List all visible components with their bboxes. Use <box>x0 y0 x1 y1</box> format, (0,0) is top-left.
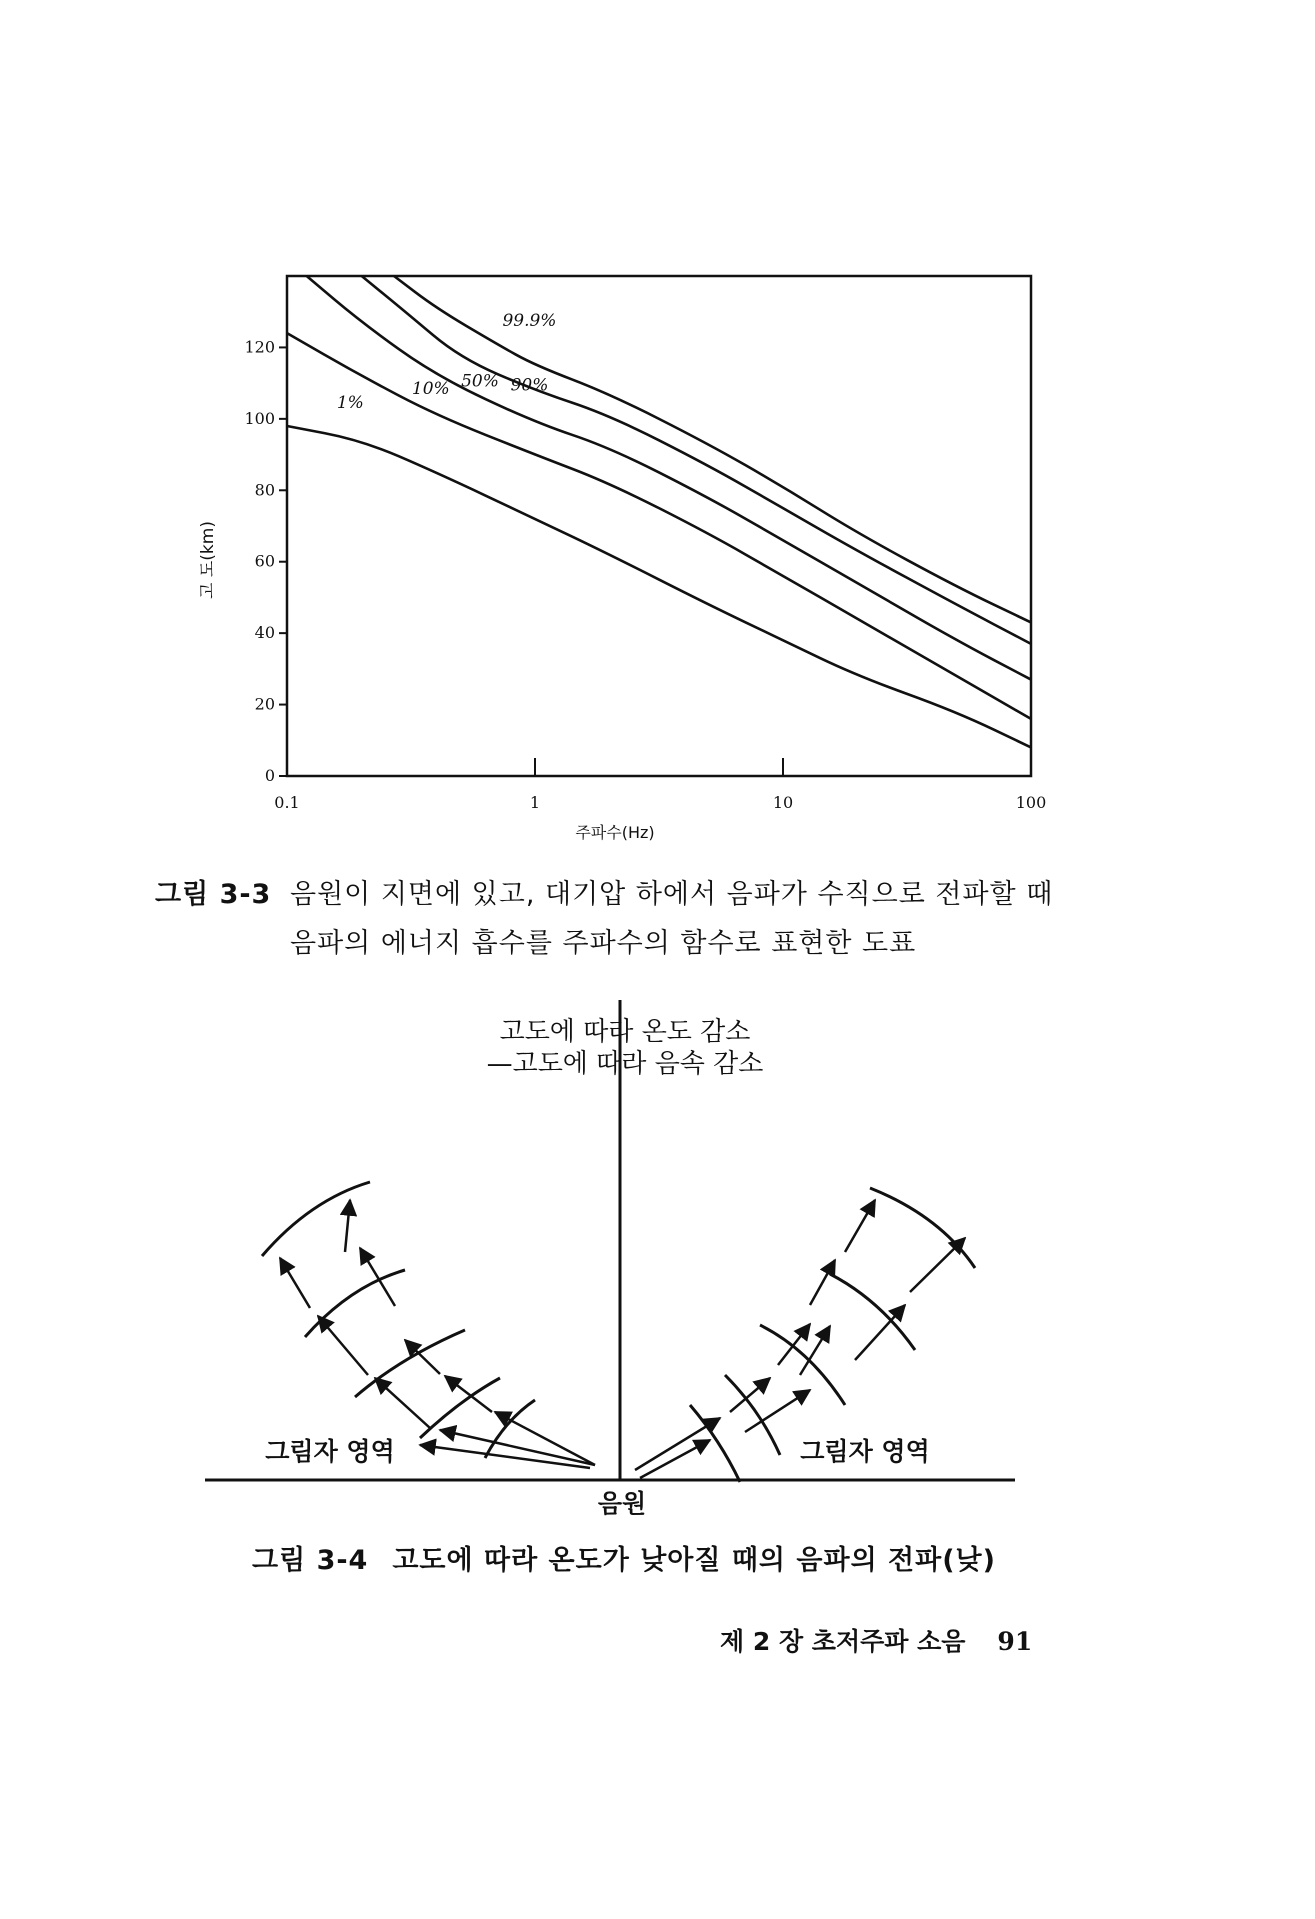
page-number: 91 <box>997 1627 1033 1656</box>
series-label-90%: 90% <box>510 375 549 396</box>
figure-3-3-label: 그림 3-3 <box>155 879 272 910</box>
left-rays <box>280 1200 595 1468</box>
left-wavefronts <box>262 1182 535 1458</box>
series-line-90% <box>362 276 1031 644</box>
y-tick-label: 80 <box>254 480 275 500</box>
figure-3-4-label: 그림 3-4 <box>252 1545 369 1576</box>
figure-3-4-caption-text: 고도에 따라 온도가 낮아질 때의 음파의 전파(낮) <box>392 1545 996 1576</box>
figure-3-4-diagram <box>0 1000 1315 1600</box>
series-label-10%: 10% <box>411 378 450 399</box>
x-axis-label: 주파수(Hz) <box>575 823 655 842</box>
chapter-title: 제 2 장 초저주파 소음 <box>720 1627 966 1656</box>
x-tick-label: 100 <box>1015 793 1047 812</box>
shadow-zone-right: 그림자 영역 <box>800 1437 930 1466</box>
page-footer <box>720 1622 1032 1658</box>
y-tick-label: 0 <box>264 766 275 785</box>
source-label: 음원 <box>597 1489 647 1518</box>
caption-line-1: 음원이 지면에 있고, 대기압 하에서 음파가 수직으로 전파할 때 <box>290 879 1054 910</box>
caption-line-2: 음파의 에너지 흡수를 주파수의 함수로 표현한 도표 <box>290 928 917 959</box>
series-label-1%: 1% <box>336 393 364 414</box>
y-axis-label: 고 도(km) <box>198 521 218 599</box>
x-tick-label: 1 <box>529 793 541 812</box>
plot-frame <box>287 276 1031 776</box>
y-tick-label: 20 <box>254 694 275 714</box>
figure-3-3-chart <box>0 0 1315 860</box>
x-tick-label: 0.1 <box>274 793 300 812</box>
y-tick-label: 100 <box>244 408 275 428</box>
series-label-50%: 50% <box>461 371 499 392</box>
series-line-99.9% <box>394 276 1031 622</box>
figure-3-4-caption <box>252 1538 996 1577</box>
y-tick-label: 120 <box>244 337 275 357</box>
top-label-line-1: 고도에 따라 온도 감소 <box>499 1017 751 1047</box>
y-tick-label: 40 <box>254 623 275 643</box>
y-tick-label: 60 <box>254 551 275 571</box>
shadow-zone-left: 그림자 영역 <box>265 1437 395 1466</box>
figure-3-3-caption <box>155 872 1053 960</box>
series-line-10% <box>287 333 1031 719</box>
series-line-50% <box>307 276 1031 680</box>
series-label-99.9%: 99.9% <box>502 311 557 331</box>
top-label-line-2: —고도에 따라 음속 감소 <box>486 1049 764 1079</box>
series-line-1% <box>287 426 1031 747</box>
x-tick-label: 10 <box>772 793 794 812</box>
